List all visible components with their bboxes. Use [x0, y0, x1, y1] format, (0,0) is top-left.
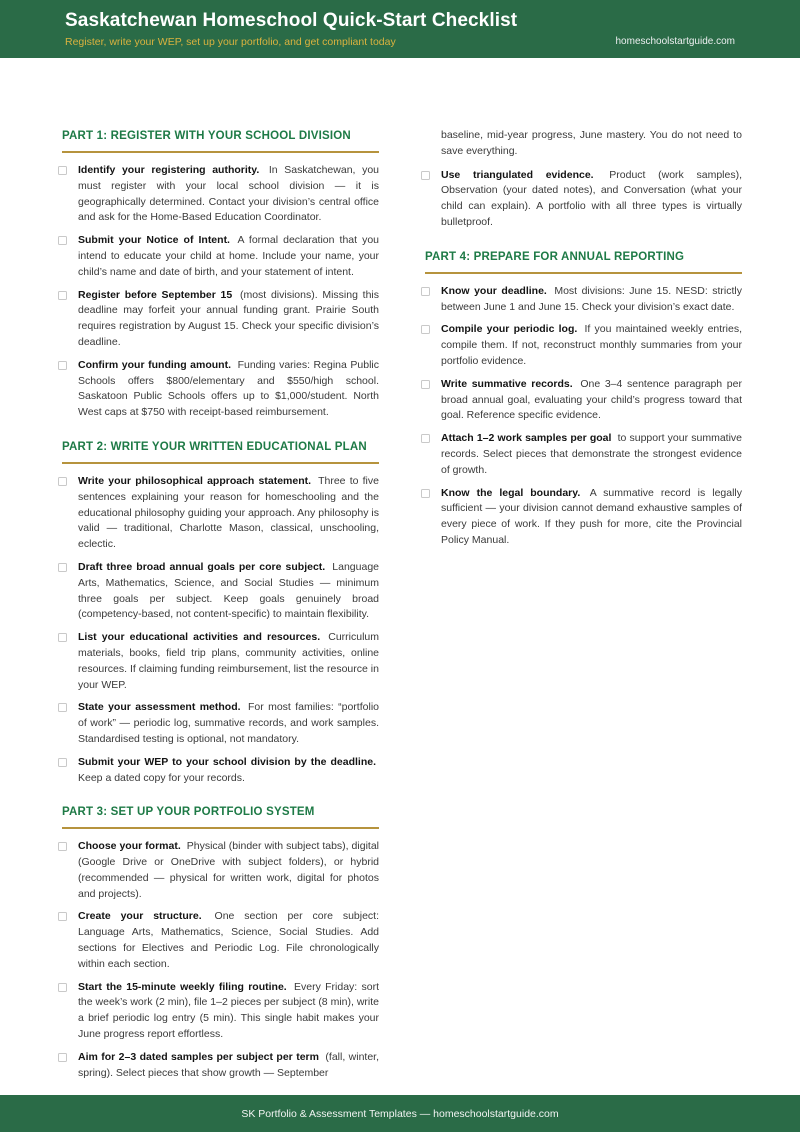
- item-body: For most families: “portfolio of work” — periodic log, summative records, and work samples. Standardised testing is optional, not mandatory.: [78, 701, 379, 745]
- item-lead: Start the 15-minute weekly filing routine.: [78, 980, 287, 993]
- item-lead: Write your philosophical approach statement.: [78, 474, 312, 487]
- checklist-item: [58, 474, 379, 553]
- checkbox-icon[interactable]: [421, 325, 430, 334]
- checkbox-icon[interactable]: [58, 477, 67, 486]
- checklist-item: [421, 486, 742, 549]
- item-body: Product (work samples), Observation (your dated notes), and Conversation (what your child can explain). A portfolio with all three types is virtually bulletproof.: [441, 168, 742, 228]
- item-lead: Write summative records.: [441, 377, 573, 390]
- footer-bar: [0, 1095, 800, 1132]
- item-body: baseline, mid-year progress, June mastery. You do not need to save everything.: [441, 129, 742, 157]
- checkbox-icon[interactable]: [421, 171, 430, 180]
- item-body: Physical (binder with subject tabs), digital (Google Drive or OneDrive with subject folders), or hybrid (recommended — physical for written work, digital for photos and projects).: [78, 840, 379, 900]
- checklist-item: [421, 431, 742, 478]
- doc-title: Saskatchewan Homeschool Quick-Start Checklist: [65, 10, 518, 31]
- left-column: [58, 128, 379, 1090]
- item-body: (fall, winter, spring). Select pieces that show growth — September: [78, 1050, 380, 1079]
- section-heading: PART 4: PREPARE FOR ANNUAL REPORTING: [425, 251, 742, 274]
- checkbox-icon[interactable]: [58, 236, 67, 245]
- checkbox-icon[interactable]: [58, 291, 67, 300]
- checklist-item: [58, 163, 379, 226]
- item-lead: Confirm your funding amount.: [78, 358, 231, 371]
- item-body: Funding varies: Regina Public Schools offers $800/elementary and $550/high school. Saskatoon Public Schools offers up to $1,000/student. North West caps at $750 with receipt-based reimbursement.: [78, 358, 379, 419]
- item-lead: Register before September 15: [78, 288, 233, 301]
- item-lead: Submit your Notice of Intent.: [78, 234, 230, 247]
- checklist-item: [58, 630, 379, 693]
- item-body: A formal declaration that you intend to educate your child at home. Include your name, your child’s name and date of birth, and your statement of intent.: [78, 234, 380, 278]
- site-url: homeschoolstartguide.com: [615, 36, 735, 47]
- item-lead: Know the legal boundary.: [441, 486, 581, 499]
- item-body: If you maintained weekly entries, compile them. If not, reconstruct monthly summaries from your portfolio evidence.: [441, 323, 742, 367]
- checklist-item: [58, 755, 379, 787]
- checkbox-icon[interactable]: [421, 489, 430, 498]
- checklist-item-continuation: [421, 128, 742, 160]
- checklist-item: [58, 233, 379, 280]
- checkbox-icon[interactable]: [58, 361, 67, 370]
- checklist-item: [58, 560, 379, 623]
- checkbox-icon[interactable]: [421, 434, 430, 443]
- header-bar: [0, 0, 800, 58]
- item-lead: Draft three broad annual goals per core subject.: [78, 560, 326, 573]
- checklist-item: [421, 168, 742, 231]
- checkbox-icon[interactable]: [58, 983, 67, 992]
- item-body: In Saskatchewan, you must register with your local school division — it is geographically determined. Contact your division’s central office and ask for the Home-Based Education Coordinator.: [78, 164, 379, 224]
- footer-text: SK Portfolio & Assessment Templates — homeschoolstartguide.com: [241, 1107, 559, 1120]
- checklist-item: [58, 909, 379, 972]
- item-lead: Create your structure.: [78, 910, 202, 923]
- item-body: One 3–4 sentence paragraph per broad annual goal, evaluating your child’s progress toward that goal. Reference specific evidence.: [441, 377, 742, 422]
- checkbox-icon[interactable]: [58, 703, 67, 712]
- checkbox-icon[interactable]: [421, 380, 430, 389]
- section-heading: PART 1: REGISTER WITH YOUR SCHOOL DIVISION: [62, 130, 379, 153]
- item-body: (most divisions). Missing this deadline may forfeit your annual funding grant. Prairie South requires registration by August 15. Check your specific division’s deadline.: [78, 288, 379, 348]
- item-lead: List your educational activities and resources.: [78, 631, 321, 644]
- checkbox-icon[interactable]: [58, 633, 67, 642]
- item-lead: Identify your registering authority.: [78, 164, 260, 176]
- item-body: Language Arts, Mathematics, Science, and Social Studies — minimum three goals per subject. Keep goals genuinely broad (competency-based, not content-specific) to maintain flexibility.: [78, 560, 379, 621]
- item-body: Curriculum materials, books, field trip plans, community activities, online resources. If claiming funding reimbursement, list the resource in your WEP.: [78, 631, 379, 691]
- item-lead: Use triangulated evidence.: [441, 168, 594, 181]
- checkbox-icon[interactable]: [421, 287, 430, 296]
- item-lead: Choose your format.: [78, 840, 181, 853]
- header-text-group: [65, 10, 517, 48]
- item-lead: Know your deadline.: [441, 284, 547, 297]
- checklist-item: [58, 700, 379, 747]
- item-body: One section per core subject: Language Arts, Mathematics, Science, Social Studies. Add sections for Electives and Periodic Log. File chronologically within each section.: [78, 910, 380, 970]
- checklist-body: [58, 128, 742, 1090]
- checkbox-icon[interactable]: [58, 912, 67, 921]
- checklist-item: [421, 322, 742, 369]
- item-body: to support your summative records. Select pieces that demonstrate the strongest evidence of growth.: [441, 432, 742, 476]
- item-lead: Compile your periodic log.: [441, 323, 578, 336]
- checklist-item: [58, 288, 379, 351]
- item-body: Three to five sentences explaining your reason for homeschooling and the educational philosophy guiding your approach. Any philosophy is valid — traditional, Charlotte Mason, classical, unschooling, eclectic.: [78, 474, 379, 551]
- checkbox-icon[interactable]: [58, 842, 67, 851]
- checklist-item: [58, 839, 379, 902]
- checklist-item: [58, 358, 379, 421]
- right-column: [421, 128, 742, 1090]
- checklist-item: [58, 980, 379, 1043]
- item-lead: Aim for 2–3 dated samples per subject per term: [78, 1050, 319, 1063]
- section-heading: PART 3: SET UP YOUR PORTFOLIO SYSTEM: [62, 806, 379, 829]
- checkbox-icon[interactable]: [58, 563, 67, 572]
- checkbox-icon[interactable]: [58, 166, 67, 175]
- item-lead: Submit your WEP to your school division by the deadline.: [78, 755, 376, 768]
- checkbox-icon[interactable]: [58, 758, 67, 767]
- checklist-item: [421, 284, 742, 316]
- item-body: Most divisions: June 15. NESD: strictly between June 1 and June 15. Check your division’s exact date.: [441, 284, 742, 313]
- item-body: Every Friday: sort the week’s work (2 min), file 1–2 pieces per subject (8 min), write a brief periodic log entry (5 min). This single habit makes your June progress report effortless.: [78, 980, 379, 1041]
- checkbox-icon[interactable]: [58, 1053, 67, 1062]
- checklist-item: [421, 377, 742, 424]
- item-lead: Attach 1–2 work samples per goal: [441, 432, 612, 445]
- item-body: A summative record is legally sufficient — your division cannot demand exhaustive samples of every piece of work. If they push for more, cite the Provincial Policy Manual.: [441, 486, 742, 546]
- item-body: Keep a dated copy for your records.: [78, 771, 245, 784]
- doc-subtitle: Register, write your WEP, set up your portfolio, and get compliant today: [65, 36, 396, 48]
- section-heading: PART 2: WRITE YOUR WRITTEN EDUCATIONAL PLAN: [62, 441, 379, 464]
- checklist-item: [58, 1050, 379, 1082]
- item-lead: State your assessment method.: [78, 701, 241, 714]
